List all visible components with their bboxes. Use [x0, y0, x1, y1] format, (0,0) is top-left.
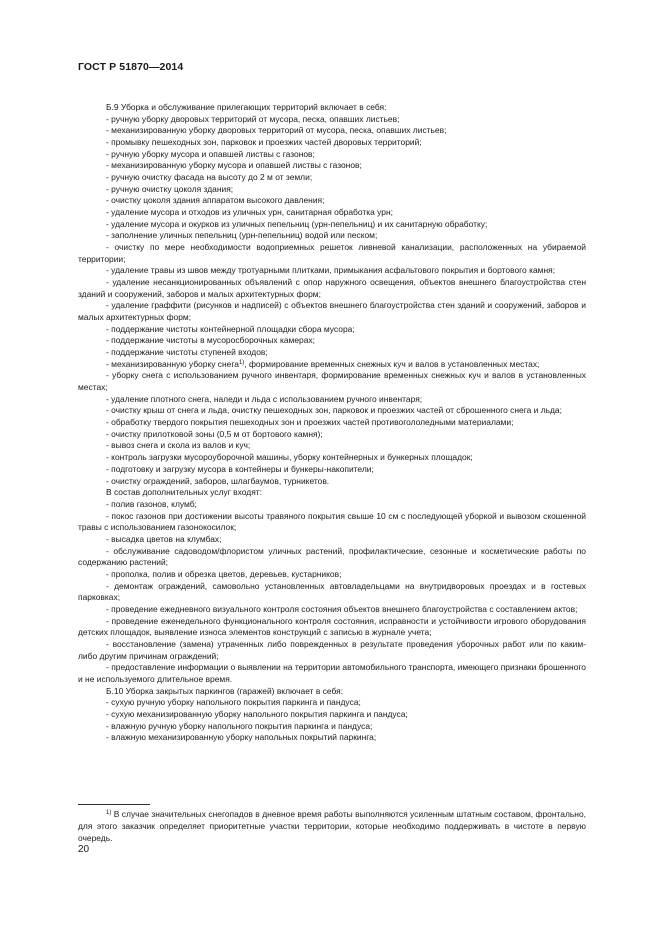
list-item: - удаление несанкционированных объявлений с опор наружного освещения, объектов внешнего благоустройства стен зданий и сооружений, заборов и малых архитектурных форм;	[78, 277, 586, 299]
list-item: - удаление мусора и окурков из уличных пепельниц (урн-пепельниц) и их санитарную обработку;	[106, 218, 488, 229]
page-number: 20	[78, 844, 90, 855]
list-item-snow	[78, 359, 586, 371]
list-item: - проведение ежедневного визуального контроля состояния объектов внешнего благоустройства с составлением актов;	[106, 603, 578, 614]
list-item: - удаление травы из швов между тротуарными плитками, примыкания асфальтового покрытия и бортового камня;	[106, 265, 556, 276]
snow-item-text: - механизированную уборку снега	[106, 358, 239, 369]
list-item: - поддержание чистоты в мусоросборочных камерах;	[106, 335, 315, 346]
document-header: ГОСТ Р 51870—2014	[78, 61, 184, 73]
list-item: - ручную очистку цоколя здания;	[106, 183, 234, 194]
list-item: - сухую ручную уборку напольного покрытия паркинга и пандуса;	[106, 697, 361, 708]
list-item: - вывоз снега и скола из валов и куч;	[106, 440, 251, 451]
list-item: - обработку твердого покрытия пешеходных зон и проезжих частей противогололедными материалами;	[106, 417, 514, 428]
list-item: - влажную механизированную уборку напольных покрытий паркинга;	[106, 732, 377, 743]
footnote-divider	[78, 804, 150, 805]
list-item: - очистку ограждений, заборов, шлагбаумов, турникетов.	[106, 475, 330, 486]
list-item: - подготовку и загрузку мусора в контейнеры и бункеры-накопители;	[106, 463, 374, 474]
list-item: - полив газонов, клумб;	[106, 498, 197, 509]
list-item: - демонтаж ограждений, самовольно установленных автовладельцами на внутридворовых проездах и в гостевых парковках;	[78, 580, 586, 603]
list-item: - ручную уборку мусора и опавшей листвы с газонов;	[106, 148, 315, 159]
list-item: - предоставление информации о выявлении на территории автомобильного транспорта, имеющего признаки брошенного и не используемого длительное время.	[78, 662, 586, 684]
paragraph: Б.9 Уборка и обслуживание прилегающих территорий включает в себя:	[106, 102, 387, 112]
list-item: - восстановление (замена) утраченных либо поврежденных в результате проведения уборочных работ или по каким-либо другим причинам ограждений;	[78, 638, 586, 661]
list-item: - механизированную уборку мусора и опавшей листвы с газонов;	[106, 160, 362, 171]
list-item: - высадка цветов на клумбах;	[106, 533, 222, 544]
list-item: - влажную ручную уборку напольного покрытия паркинга и пандуса;	[106, 720, 373, 731]
snow-item-text-rest: , формирование временных снежных куч и валов в установленных местах;	[244, 358, 540, 369]
list-item: - ручную уборку дворовых территорий от мусора, песка, опавших листьев;	[106, 113, 400, 124]
list-item: - поддержание чистоты ступеней входов;	[106, 347, 268, 358]
list-item: - поддержание чистоты контейнерной площадки сбора мусора;	[106, 323, 355, 334]
footnote-ref: 1)	[238, 359, 245, 366]
list-item: - очистку крыш от снега и льда, очистку пешеходных зон, парковок и проезжих частей от сброшенного снега и льда;	[106, 405, 562, 416]
paragraph: Б.10 Уборка закрытых паркингов (гаражей) включает в себя:	[106, 685, 344, 696]
list-item: - обслуживание садоводом/флористом уличных растений, профилактические, сезонные и косметические работы по содержанию растений;	[78, 545, 586, 568]
list-item: - ручную очистку фасада на высоту до 2 м от земли;	[106, 172, 313, 183]
footnote-body: В случае значительных снегопадов в дневное время работы выполняются усиленным штатным составом, фронтально, для этого заказчик определяет приоритетные участки территории, которые необходимо поддерживать в чистоте в первую очередь.	[78, 809, 586, 843]
list-item: - механизированную уборку дворовых территорий от мусора, песка, опавших листьев;	[106, 125, 447, 136]
list-item: - проведение еженедельного функционального контроля состояния, исправности и устойчивости игрового оборудования детских площадок, выявление износа элементов конструкций с записью в журнале учета;	[78, 615, 586, 638]
list-item: - удаление мусора и отходов из уличных урн, санитарная обработка урн;	[106, 207, 393, 218]
list-item: - покос газонов при достижении высоты травяного покрытия свыше 10 см с последующей уборкой и вывозом скошенной травы с использованием газонокосилок;	[78, 510, 586, 533]
list-item: - удаление плотного снега, наледи и льда с использованием ручного инвентаря;	[106, 393, 423, 404]
paragraph: В состав дополнительных услуг входят:	[106, 487, 262, 498]
list-item: - удаление граффити (рисунков и надписей) с объектов внешнего благоустройства стен зданий и сооружений, заборов и малых архитектурных форм;	[78, 300, 586, 323]
list-item: - промывку пешеходных зон, парковок и проезжих частей дворовых территорий;	[106, 137, 422, 148]
footnote-text	[78, 809, 586, 844]
footnote-marker: 1)	[106, 810, 112, 816]
list-item: - очистку цоколя здания аппаратом высокого давления;	[106, 195, 325, 206]
list-item: - сухую механизированную уборку напольного покрытия паркинга и пандуса;	[106, 708, 408, 719]
list-item: - прополка, полив и обрезка цветов, деревьев, кустарников;	[106, 568, 342, 579]
list-item: - очистку по мере необходимости водоприемных решеток ливневой канализации, расположенных на убираемой территории;	[78, 242, 586, 264]
list-item: - контроль загрузки мусороуборочной машины, уборку контейнерных и бункерных площадок;	[106, 452, 473, 463]
list-item: - очистку прилотковой зоны (0,5 м от бортового камня);	[106, 428, 323, 439]
list-item: - заполнение уличных пепельниц (урн-пепельниц) водой или песком;	[106, 230, 378, 241]
footnote	[78, 809, 586, 844]
list-item: - уборку снега с использованием ручного инвентаря, формирование временных снежных куч и валов в установленных местах;	[78, 370, 586, 393]
document-body	[78, 102, 586, 744]
